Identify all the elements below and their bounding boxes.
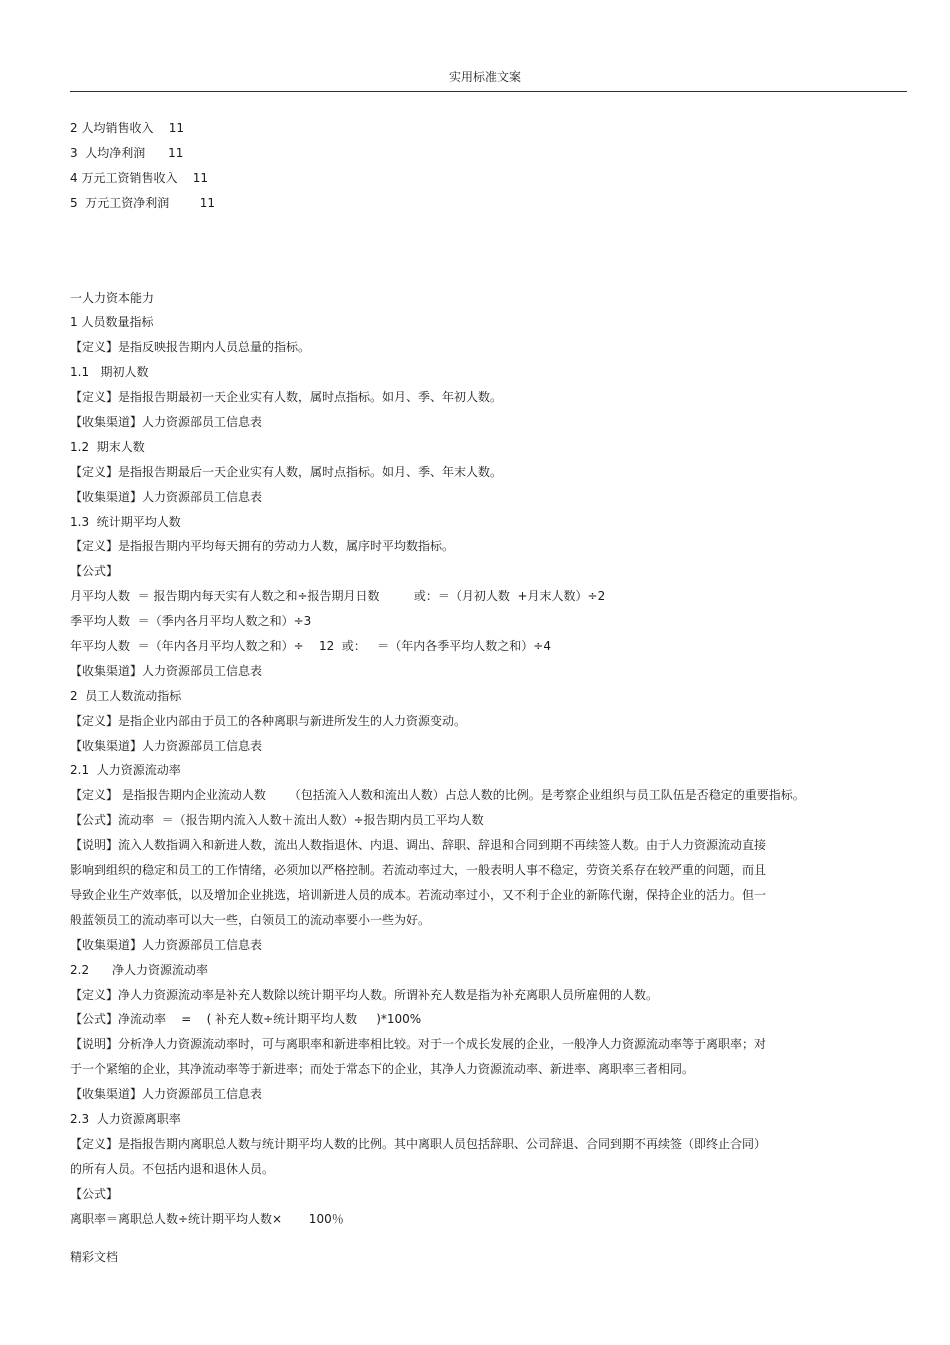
text-line: 【定义】 是指报告期内企业流动人数 （包括流入人数和流出人数）占总人数的比例。是考察企业组织与员工队伍是否稳定的重要指标。 [70, 788, 805, 803]
list-item: 4 万元工资销售收入 11 [70, 170, 208, 185]
text-line: 【收集渠道】人力资源部员工信息表 [70, 663, 263, 678]
subsection-heading: 1.3 统计期平均人数 [70, 514, 181, 529]
list-item: 3 人均净利润 11 [70, 145, 184, 160]
header-divider [70, 91, 907, 92]
formula-line: 季平均人数 ＝（季内各月平均人数之和）÷3 [70, 614, 312, 629]
formula-line: 【公式】流动率 ＝（报告期内流入人数＋流出人数）÷报告期内员工平均人数 [70, 813, 484, 828]
subsection-heading: 2.2 净人力资源流动率 [70, 962, 208, 977]
subsection-heading: 2.3 人力资源离职率 [70, 1111, 181, 1126]
formula-line: 月平均人数 ＝ 报告期内每天实有人数之和÷报告期月日数 或：＝（月初人数 +月末人数）÷2 [70, 589, 606, 604]
text-line: 【定义】是指报告期最初一天企业实有人数，属时点指标。如月、季、年初人数。 [70, 390, 503, 405]
text-line: 【定义】是指反映报告期内人员总量的指标。 [70, 340, 311, 355]
page-header: 实用标准文案 [448, 70, 521, 84]
text-line: 的所有人员。不包括内退和退休人员。 [70, 1161, 275, 1176]
subsection-heading: 1 人员数量指标 [70, 315, 154, 330]
section-gap [70, 216, 920, 286]
text-line: 【公式】 [70, 1186, 119, 1201]
text-line: 【说明】流入人数指调入和新进人数，流出人数指退休、内退、调出、辞职、辞退和合同到期不再续签人数。由于人力资源流动直接 [70, 838, 767, 853]
text-line: 【收集渠道】人力资源部员工信息表 [70, 489, 263, 504]
formula-line: 【公式】净流动率 = ( 补充人数÷统计期平均人数 )*100% [70, 1012, 422, 1027]
text-line: 【定义】是指报告期内离职总人数与统计期平均人数的比例。其中离职人员包括辞职、公司辞退、合同到期不再续签（即终止合同） [70, 1136, 767, 1151]
text-line: 影响到组织的稳定和员工的工作情绪，必须加以严格控制。若流动率过大，一般表明人事不稳定，劳资关系存在较严重的问题，而且 [70, 863, 767, 878]
text-line: 【收集渠道】人力资源部员工信息表 [70, 415, 263, 430]
section-heading: 一人力资本能力 [70, 290, 155, 305]
text-line: 【公式】 [70, 564, 119, 579]
subsection-heading: 1.2 期末人数 [70, 439, 145, 454]
subsection-heading: 2 员工人数流动指标 [70, 688, 182, 703]
text-line: 【定义】是指报告期最后一天企业实有人数，属时点指标。如月、季、年末人数。 [70, 464, 503, 479]
list-item: 5 万元工资净利润 11 [70, 195, 216, 210]
text-line: 【定义】净人力资源流动率是补充人数除以统计期平均人数。所谓补充人数是指为补充离职人员所雇佣的人数。 [70, 987, 659, 1002]
summary-list [70, 116, 920, 216]
text-line: 般蓝领员工的流动率可以大一些，白领员工的流动率要小一些为好。 [70, 912, 431, 927]
subsection-heading: 1.1 期初人数 [70, 365, 149, 380]
text-line: 【收集渠道】人力资源部员工信息表 [70, 738, 263, 753]
main-text [70, 286, 920, 1232]
subsection-heading: 2.1 人力资源流动率 [70, 763, 181, 778]
text-line: 【收集渠道】人力资源部员工信息表 [70, 1087, 263, 1102]
text-line: 【收集渠道】人力资源部员工信息表 [70, 937, 263, 952]
text-line: 于一个紧缩的企业，其净流动率等于新进率；而处于常态下的企业，其净人力资源流动率、新进率、离职率三者相同。 [70, 1062, 695, 1077]
text-line: 【说明】分析净人力资源流动率时，可与离职率和新进率相比较。对于一个成长发展的企业，一般净人力资源流动率等于离职率；对 [70, 1037, 767, 1052]
list-item: 2 人均销售收入 11 [70, 121, 184, 135]
formula-line: 离职率＝离职总人数÷统计期平均人数× 100％ [70, 1211, 344, 1226]
text-line: 【定义】是指企业内部由于员工的各种离职与新进所发生的人力资源变动。 [70, 713, 467, 728]
text-line: 导致企业生产效率低，以及增加企业挑选，培训新进人员的成本。若流动率过小，又不利于企业的新陈代谢，保持企业的活力。但一 [70, 887, 767, 902]
document-body [70, 116, 920, 1231]
page-footer: 精彩文档 [70, 1250, 119, 1264]
formula-line: 年平均人数 ＝（年内各月平均人数之和）÷ 12 或： ＝（年内各季平均人数之和）÷4 [70, 639, 551, 654]
text-line: 【定义】是指报告期内平均每天拥有的劳动力人数，属序时平均数指标。 [70, 539, 455, 554]
